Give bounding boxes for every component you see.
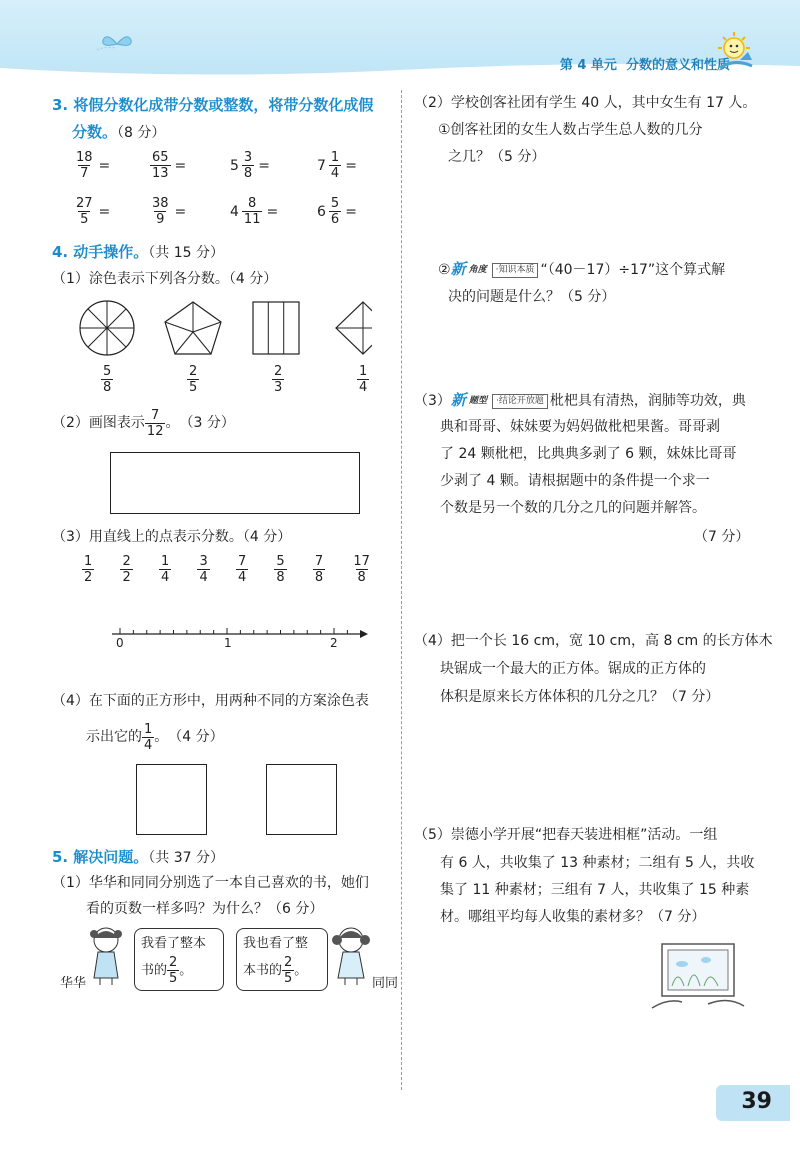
q3-item-1-denominator: 7 <box>80 166 89 181</box>
q3-item-3-eq: = <box>258 157 270 174</box>
axis-label-0: 0 <box>116 636 124 650</box>
q3-item-1 <box>74 150 110 181</box>
label-4-numerator: 1 <box>359 364 368 379</box>
q4-p3-frac-5: $\frac{7}{4}$ <box>237 554 247 585</box>
name-huahua: 华华 <box>60 976 87 991</box>
q4-p4-denominator: 4 <box>144 738 153 753</box>
q5-p3-text1: 枇杷具有清热，润肺等功效，典 <box>549 393 746 409</box>
unit-title <box>560 54 730 73</box>
q3-item-7-eq: = <box>266 203 279 220</box>
q3-item-8-numerator: 5 <box>330 196 340 211</box>
diamond-quarters[interactable] <box>336 302 372 354</box>
q4-p1-text: （1）涂色表示下列各分数。 <box>52 271 229 287</box>
q5-heading <box>52 845 224 872</box>
q5-p5-line4-text: 材。哪组平均每人收集的素材多？ <box>440 909 650 925</box>
girl-tongtong-illustration <box>326 922 376 986</box>
q5-p3-points: （7 分） <box>694 529 750 545</box>
q5-p5-points: （7 分） <box>650 909 706 925</box>
q5-p5-line1: （5）崇德小学开展“把春天装进相框”活动。一组 <box>414 827 718 843</box>
new-badge: 新 <box>450 260 466 278</box>
q4-p3-frac-4: $\frac{3}{4}$ <box>199 554 208 585</box>
q3-item-7-whole: 4 <box>230 203 239 220</box>
q4-p1-label-3 <box>272 364 284 395</box>
label-2-numerator: 2 <box>189 364 198 379</box>
q4-p3 <box>52 524 291 551</box>
q4-p2-tail: 。 <box>165 415 180 431</box>
q4-p2-numerator: 7 <box>151 408 160 423</box>
q3-item-2-numerator: 65 <box>152 150 169 165</box>
q5-p3-line4: 少剥了 4 颗。请根据题中的条件提一个求一 <box>440 473 710 489</box>
bubble-huahua-line2: 书的 <box>141 962 168 978</box>
q4-p1-label-1 <box>101 364 113 395</box>
q5-p3-line1 <box>414 387 746 415</box>
open-ended-tag: ·结论开放题 <box>492 394 548 409</box>
q5-p4-line3 <box>440 684 719 711</box>
bubble-huahua-tail: 。 <box>179 962 193 978</box>
q5-p1-points: （6 分） <box>268 901 324 917</box>
q5-p2-intro: （2）学校创客社团有学生 40 人，其中女生有 17 人。 <box>414 95 757 111</box>
q5-p2-s2-text2: 决的问题是什么？ <box>448 289 560 305</box>
q3-item-5-denominator: 5 <box>80 212 89 227</box>
label-1-numerator: 5 <box>103 364 112 379</box>
bubble-tongtong-line2: 本书的 <box>243 962 283 978</box>
angle-badge: 角度 <box>468 264 487 275</box>
knowledge-tag: ·知识本质 <box>492 263 539 278</box>
bubble-tongtong-tail: 。 <box>294 962 308 978</box>
square-scheme-1[interactable] <box>136 764 207 835</box>
bubble-huahua-numerator: 2 <box>169 955 178 970</box>
q3-item-4-eq: = <box>345 157 357 174</box>
label-1-denominator: 8 <box>103 380 112 395</box>
q5-p2-s2-text1: “（40－17）÷17”这个算式解 <box>540 262 726 278</box>
q5-p2-s1-points: （5 分） <box>490 149 546 165</box>
q5-p4-line1: （4）把一个长 16 cm，宽 10 cm，高 8 cm 的长方体木 <box>414 633 773 649</box>
q5-p4-points: （7 分） <box>664 689 720 705</box>
q3-heading <box>52 94 373 115</box>
bubble-huahua-denominator: 5 <box>169 971 178 986</box>
q3-item-2-denominator: 13 <box>152 166 169 181</box>
q4-p3-frac-1: $\frac{1}{2}$ <box>84 554 93 585</box>
q4-p4-points: （4 分） <box>168 729 224 745</box>
girl-huahua-illustration <box>82 922 132 986</box>
speech-bubble-tongtong <box>236 928 328 991</box>
q3-item-8-denominator: 6 <box>330 212 340 227</box>
q4-p3-fractions <box>82 554 372 585</box>
q4-p3-frac-6: $\frac{5}{8}$ <box>276 554 285 585</box>
q3-item-5-numerator: 27 <box>76 196 93 211</box>
q5-title: 解决问题。 <box>73 848 149 866</box>
q5-p5-line3: 集了 11 种素材；三组有 7 人，共收集了 15 种素 <box>440 882 750 898</box>
q3-text-line2: 分数。 <box>72 123 118 141</box>
speech-bubble-huahua <box>134 928 224 991</box>
q4-points: （共 15 分） <box>148 245 224 261</box>
q5-p2-s2-line1 <box>438 256 725 284</box>
q3-item-6 <box>150 196 186 227</box>
q4-p4-line2 <box>86 722 224 753</box>
q3-item-2 <box>150 150 186 181</box>
q3-item-3 <box>230 150 270 181</box>
q4-p4-line2-text: 示出它的 <box>86 729 142 745</box>
q3-item-6-numerator: 38 <box>152 196 169 211</box>
q4-p2-points: （3 分） <box>179 415 235 431</box>
q3-item-2-eq: = <box>174 157 187 174</box>
question-type-badge: 题型 <box>468 395 487 406</box>
spring-photo-frame-illustration <box>648 938 748 1018</box>
bubble-tongtong-numerator: 2 <box>284 955 293 970</box>
q4-p2 <box>52 408 235 439</box>
q3-item-7-numerator: 8 <box>248 196 257 211</box>
q4-p4-line1: （4）在下面的正方形中，用两种不同的方案涂色表 <box>52 693 369 709</box>
square-scheme-2[interactable] <box>266 764 337 835</box>
q5-p4-line3-text: 体积是原来长方体体积的几分之几？ <box>440 689 664 705</box>
q4-p1-label-2 <box>187 364 199 395</box>
q4-p2-denominator: 12 <box>146 424 164 439</box>
q4-p3-frac-7: $\frac{7}{8}$ <box>314 554 324 585</box>
q3-item-6-eq: = <box>174 203 187 220</box>
q3-item-1-eq: = <box>98 157 111 174</box>
q3-number: 3. <box>52 96 69 114</box>
q3-item-6-denominator: 9 <box>156 212 165 227</box>
name-tongtong: 同同 <box>372 976 399 991</box>
column-divider <box>401 90 402 1090</box>
q5-p5-line4 <box>440 904 705 931</box>
q5-p2-s1-line1: ①创客社团的女生人数占学生总人数的几分 <box>438 122 703 138</box>
q5-p3-line3: 了 24 颗枇杷，比典典多剥了 6 颗，妹妹比哥哥 <box>440 446 737 462</box>
q4-p3-frac-3: $\frac{1}{4}$ <box>160 554 170 585</box>
q4-heading <box>52 240 224 267</box>
bubble-tongtong-line1: 我也看了整 <box>243 936 309 951</box>
q3-item-5 <box>74 196 110 227</box>
q4-p1 <box>52 266 277 293</box>
rectangle-thirds[interactable] <box>253 302 299 354</box>
q5-p1-line2-text: 看的页数一样多吗？为什么？ <box>86 901 268 917</box>
q4-title: 动手操作。 <box>73 243 149 261</box>
q4-p3-frac-8: $\frac{17}{8}$ <box>353 554 370 585</box>
q4-p3-points: （4 分） <box>242 529 292 545</box>
q4-p3-frac-2: $\frac{2}{2}$ <box>122 554 131 585</box>
q3-item-4 <box>317 150 357 181</box>
q5-p4-line2: 块锯成一个最大的正方体。锯成的正方体的 <box>440 661 706 677</box>
q5-p3-line2: 典和哥哥、妹妹要为妈妈做枇杷果酱。哥哥剥 <box>440 419 720 435</box>
q5-p5-line2: 有 6 人，共收集了 13 种素材；二组有 5 人，共收 <box>440 855 755 871</box>
q3-item-8-eq: = <box>345 203 357 220</box>
label-3-numerator: 2 <box>274 364 283 379</box>
axis-label-1: 1 <box>224 636 232 650</box>
q3-item-3-denominator: 8 <box>243 166 253 181</box>
q3-item-4-numerator: 1 <box>330 150 340 165</box>
q4-p2-text: （2）画图表示 <box>52 415 145 431</box>
q5-p2-s2-number: ② <box>438 262 451 278</box>
q4-p2-drawing-box[interactable] <box>110 452 360 514</box>
q3-item-1-numerator: 18 <box>76 150 93 165</box>
q4-p4-numerator: 1 <box>144 722 153 737</box>
q5-p2-s2-line2 <box>448 284 615 311</box>
new-badge-2: 新 <box>450 391 466 409</box>
q5-number: 5. <box>52 848 69 866</box>
q5-p1-line2 <box>86 896 323 923</box>
label-2-denominator: 5 <box>189 380 198 395</box>
butterfly-icon <box>95 30 140 58</box>
q5-p3-line5: 个数是另一个数的几分之几的问题并解答。 <box>440 500 706 516</box>
q3-item-3-whole: 5 <box>230 157 239 174</box>
q5-p1-line1: （1）华华和同同分别选了一本自己喜欢的书，她们 <box>52 875 369 891</box>
q3-item-3-numerator: 3 <box>243 150 253 165</box>
bubble-tongtong-denominator: 5 <box>284 971 293 986</box>
q4-number: 4. <box>52 243 69 261</box>
q3-text-line1: 将假分数化成带分数或整数，将带分数化成假 <box>73 96 374 114</box>
axis-label-2: 2 <box>330 636 338 650</box>
q5-p2-s1-line2 <box>448 144 545 171</box>
q4-p4-tail: 。 <box>154 729 169 745</box>
pentagon-fifths[interactable] <box>165 302 221 354</box>
q5-points: （共 37 分） <box>148 850 224 866</box>
bubble-huahua-line1: 我看了整本 <box>141 936 207 951</box>
q3-item-8-whole: 6 <box>317 203 326 220</box>
q3-item-5-eq: = <box>98 203 111 220</box>
q4-p1-label-4 <box>357 364 369 395</box>
q3-item-8 <box>317 196 357 227</box>
q3-item-4-whole: 7 <box>317 157 326 174</box>
q3-item-4-denominator: 4 <box>330 166 340 181</box>
sun-flower-icon <box>712 30 760 74</box>
label-3-denominator: 3 <box>274 380 283 395</box>
q5-p2-s2-points: （5 分） <box>560 289 616 305</box>
page-number: 39 <box>741 1089 772 1114</box>
circle-eighths[interactable] <box>80 301 134 355</box>
unit-number: 第 4 单元 <box>559 58 617 73</box>
q4-p3-text: （3）用直线上的点表示分数。 <box>52 529 243 545</box>
q4-shapes <box>72 300 372 360</box>
label-4-denominator: 4 <box>359 380 368 395</box>
q4-p1-points: （4 分） <box>228 271 278 287</box>
q5-p3-number: （3） <box>414 393 451 409</box>
q5-p2-s1-line2-text: 之几？ <box>448 149 490 165</box>
unit-name: 分数的意义和性质 <box>625 58 730 73</box>
q3-heading-line2 <box>72 120 165 147</box>
q3-item-7 <box>230 196 278 227</box>
q3-points: （8 分） <box>117 125 166 141</box>
q3-item-7-denominator: 11 <box>243 212 261 227</box>
